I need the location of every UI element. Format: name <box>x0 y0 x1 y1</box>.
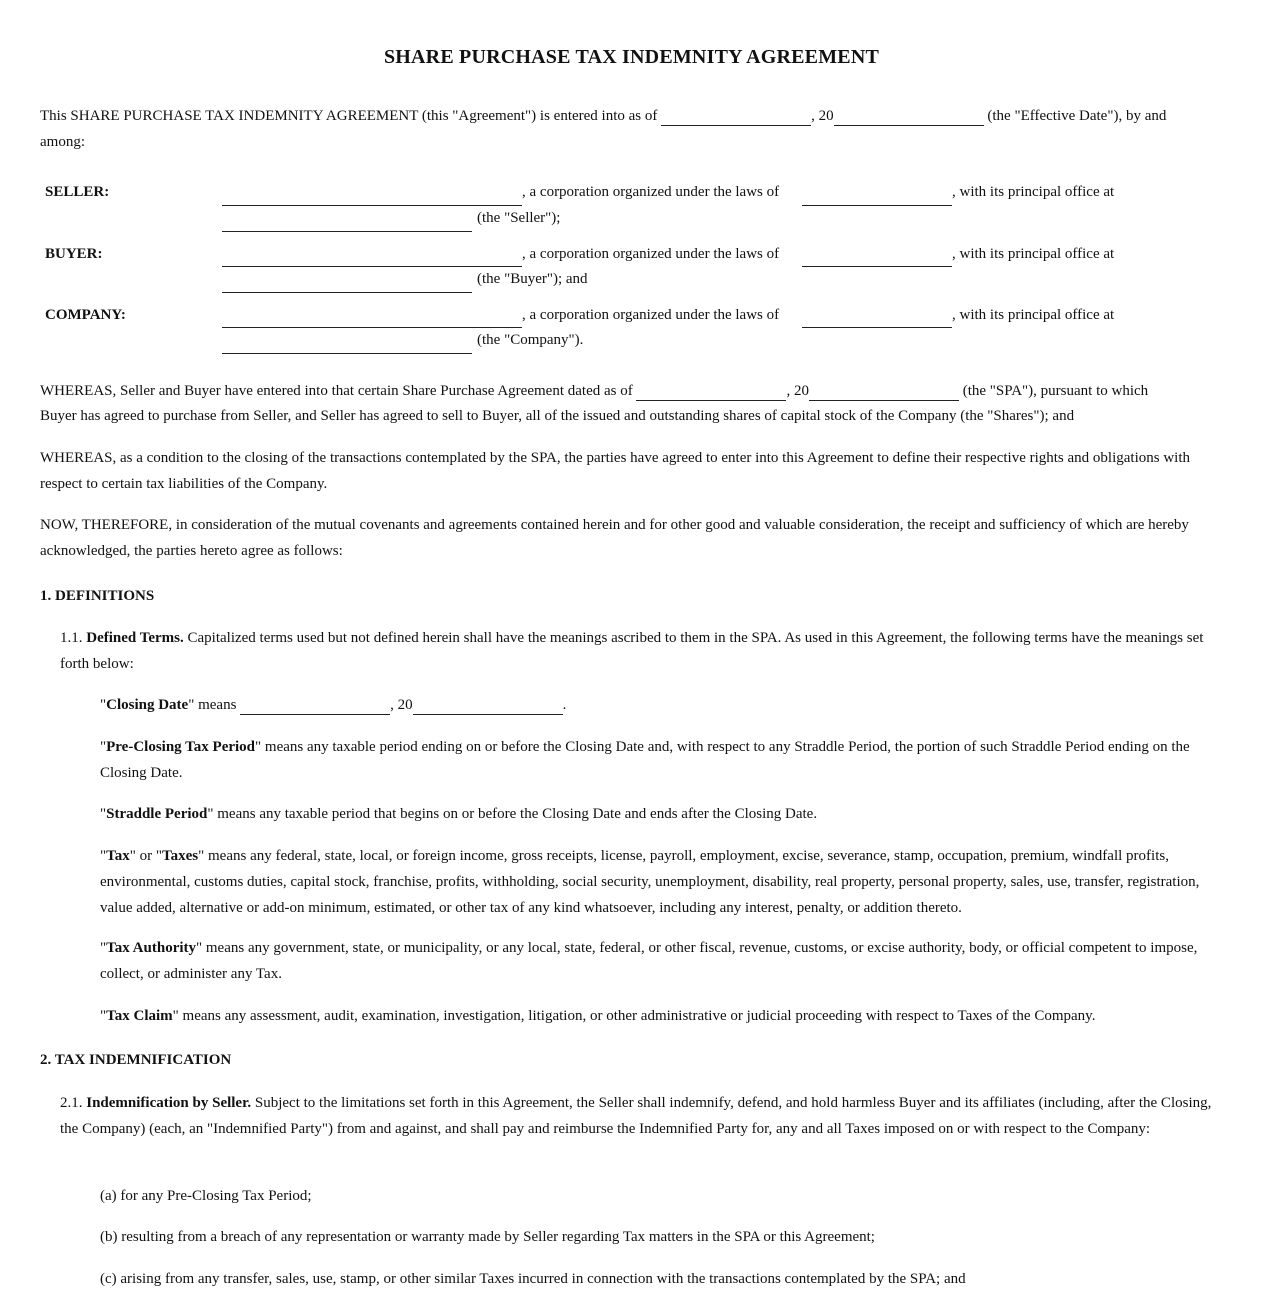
term-pre-closing-tax-period: Pre-Closing Tax Period <box>106 739 256 755</box>
spa-date-blank[interactable] <box>636 380 786 401</box>
clause-2-1-item-c: (c) arising from any transfer, sales, use, stamp, or other similar Taxes incurred in connection with the transactions contemplated by the SPA; and <box>100 1271 966 1287</box>
clause-1-1-text: Capitalized terms used but not defined herein shall have the meanings ascribed to them in the SPA. As used in this Agreement, the following terms have the meanings set forth below: <box>60 630 1204 672</box>
buyer-jurisdiction-blank[interactable] <box>802 266 952 267</box>
definition-text: " means any taxable period that begins on or before the Closing Date and ends after the Closing Date. <box>207 806 818 822</box>
intro-line <box>40 103 1166 129</box>
term-tax: Tax <box>106 848 130 864</box>
whereas-spa-line <box>40 378 1148 404</box>
buyer-address-blank[interactable] <box>222 292 472 293</box>
closing-date-blank[interactable] <box>240 694 390 715</box>
definition-tax-authority: "Tax Authority" means any government, state, or municipality, or any local, state, federal, or other fiscal, revenue, customs, or excise authority, body, or official competent to impose, collect, or administer any Tax. <box>100 940 1198 982</box>
clause-2-1-item-a: (a) for any Pre-Closing Tax Period; <box>100 1188 312 1204</box>
definition-connector: " or " <box>129 848 163 864</box>
company-jurisdiction-blank[interactable] <box>802 327 952 328</box>
definition-text: " means any taxable period ending on or before the Closing Date and, with respect to any Straddle Period, the portion of such Straddle Period ending on the Closing Date. <box>100 739 1190 781</box>
clause-2-1 <box>60 1090 1225 1142</box>
intro-text: This SHARE PURCHASE TAX INDEMNITY AGREEMENT (this "Agreement") is entered into as of <box>40 108 658 124</box>
closing-year-prefix: , 20 <box>390 697 413 713</box>
term-straddle-period: Straddle Period <box>106 806 208 822</box>
definition-tax: "Tax" or "Taxes" means any federal, state, local, or foreign income, gross receipts, license, payroll, employment, excise, severance, stamp, occupation, premium, windfall profits, environmental, customs duties, capital stock, franchise, profits, withholding, social security, unemployment, disability, real property, personal property, sales, use, transfer, registration, value added, alternative or add-on minimum, estimated, or other tax of any kind whatsoever, including any interest, penalty, or addition thereto. <box>100 848 1200 916</box>
whereas-spa-post: (the "SPA"), pursuant to which <box>962 383 1149 399</box>
clause-1-1 <box>60 625 1225 677</box>
seller-corp-text: , a corporation organized under the laws of <box>522 184 780 200</box>
effective-date-blank[interactable] <box>661 105 811 126</box>
intro-year-prefix: , 20 <box>811 108 834 124</box>
document-title: SHARE PURCHASE TAX INDEMNITY AGREEMENT <box>383 46 880 68</box>
term-closing-date: Closing Date <box>106 697 189 713</box>
company-office-text: , with its principal office at <box>952 307 1115 323</box>
intro-tail: among: <box>40 134 85 150</box>
party-label-buyer: BUYER: <box>45 246 103 262</box>
party-label-company: COMPANY: <box>45 307 126 323</box>
clause-2-1-text: Subject to the limitations set forth in this Agreement, the Seller shall indemnify, defend, and hold harmless Buyer and its affiliates (including, after the Closing, the Company) (each, an "Indemnified Party") from and against, and shall pay and reimburse the Indemnified Party for, any and all Taxes imposed on or with respect to the Company: <box>60 1095 1212 1137</box>
term-taxes: Taxes <box>162 848 199 864</box>
term-tax-authority: Tax Authority <box>106 940 197 956</box>
closing-date-means: " means <box>188 697 237 713</box>
definition-straddle-period: "Straddle Period" means any taxable period that begins on or before the Closing Date and ends after the Closing Date. <box>100 806 818 822</box>
section-1-heading: 1. DEFINITIONS <box>40 588 155 604</box>
clause-2-1-number: 2.1. <box>60 1095 83 1111</box>
intro-effective-date-text: (the "Effective Date"), by and <box>987 108 1167 124</box>
seller-defined-as: (the "Seller"); <box>477 210 561 226</box>
whereas-condition: WHEREAS, as a condition to the closing of the transactions contemplated by the SPA, the parties have agreed to enter into this Agreement to define their respective rights and obligations with respect to certain tax liabilities of the Company. <box>40 450 1191 492</box>
effective-year-blank[interactable] <box>834 105 984 126</box>
section-2-heading: 2. TAX INDEMNIFICATION <box>40 1052 232 1068</box>
whereas-spa-line2: Buyer has agreed to purchase from Seller, and Seller has agreed to sell to Buyer, all of the issued and outstanding shares of capital stock of the Company (the "Shares"); and <box>40 408 1075 424</box>
definition-text: " means any federal, state, local, or foreign income, gross receipts, license, payroll, employment, excise, severance, stamp, occupation, premium, windfall profits, environmental, customs duties, capital stock, franchise, profits, withholding, social security, unemployment, disability, real property, personal property, sales, use, transfer, registration, value added, alternative or add-on minimum, estimated, or other tax of any kind whatsoever, including any interest, penalty, or addition thereto. <box>100 848 1200 916</box>
now-therefore: NOW, THEREFORE, in consideration of the mutual covenants and agreements contained herein and for other good and valuable consideration, the receipt and sufficiency of which are hereby acknowledged, the parties hereto agree as follows: <box>40 517 1189 559</box>
definition-text: " means any government, state, or municipality, or any local, state, federal, or other fiscal, revenue, customs, or excise authority, body, or official competent to impose, collect, or administer any Tax. <box>100 940 1198 982</box>
definition-tax-claim: "Tax Claim" means any assessment, audit, examination, investigation, litigation, or other administrative or judicial proceeding with respect to Taxes of the Company. <box>100 1008 1096 1024</box>
definition-text: " means any assessment, audit, examination, investigation, litigation, or other administrative or judicial proceeding with respect to Taxes of the Company. <box>172 1008 1096 1024</box>
definition-closing-date: "Closing Date" means , 20 . <box>100 692 566 718</box>
seller-jurisdiction-blank[interactable] <box>802 205 952 206</box>
company-address-blank[interactable] <box>222 353 472 354</box>
party-label-seller: SELLER: <box>45 184 110 200</box>
company-corp-text: , a corporation organized under the laws of <box>522 307 780 323</box>
clause-1-1-title: Defined Terms. <box>86 630 184 646</box>
buyer-defined-as: (the "Buyer"); and <box>477 271 588 287</box>
buyer-corp-text: , a corporation organized under the laws of <box>522 246 780 262</box>
closing-year-blank[interactable] <box>413 694 563 715</box>
spa-year-prefix: , 20 <box>786 383 809 399</box>
whereas-spa-text: WHEREAS, Seller and Buyer have entered into that certain Share Purchase Agreement dated as of <box>40 383 633 399</box>
spa-year-blank[interactable] <box>809 380 959 401</box>
seller-address-blank[interactable] <box>222 231 472 232</box>
clause-2-1-item-b: (b) resulting from a breach of any representation or warranty made by Seller regarding Tax matters in the SPA or this Agreement; <box>100 1229 875 1245</box>
term-tax-claim: Tax Claim <box>106 1008 173 1024</box>
buyer-office-text: , with its principal office at <box>952 246 1115 262</box>
closing-date-end: . <box>562 697 567 713</box>
definition-pre-closing-tax-period: "Pre-Closing Tax Period" means any taxable period ending on or before the Closing Date and, with respect to any Straddle Period, the portion of such Straddle Period ending on the Closing Date. <box>100 739 1190 781</box>
company-defined-as: (the "Company"). <box>477 332 584 348</box>
clause-1-1-number: 1.1. <box>60 630 83 646</box>
clause-2-1-title: Indemnification by Seller. <box>86 1095 252 1111</box>
seller-office-text: , with its principal office at <box>952 184 1115 200</box>
